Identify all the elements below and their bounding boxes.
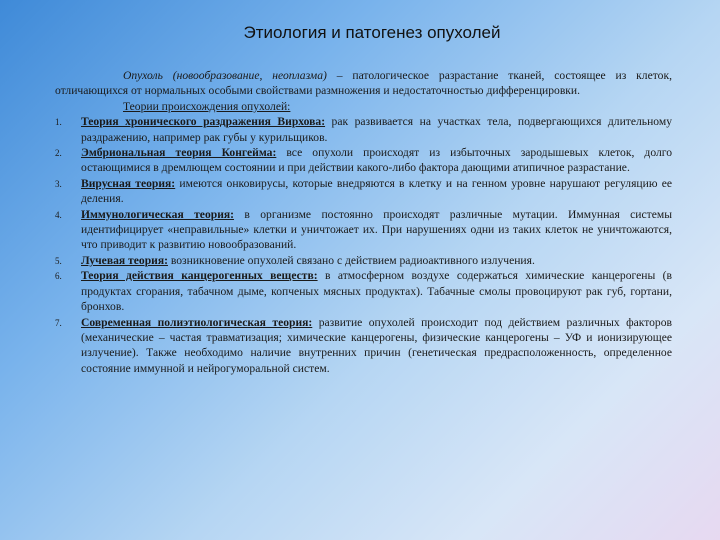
theory-text: имеются онковирусы, которые внедряются в клетку и на генном уровне нарушают регуляцию ее деления. [81,176,673,206]
theory-number: 4. [55,209,62,220]
theory-item [55,176,672,207]
theories-heading: Теории происхождения опухолей: [123,99,291,113]
theory-item [55,145,672,176]
intro-term: Опухоль (новообразование, неоплазма) [123,69,327,82]
theory-text: развитие опухолей происходит под действием различных факторов (механические – частая травматизация; химические канцерогены, физические канцерогены – УФ и ионизирующее излучение). Также необходимо наличие внутренних причин (генетическая предрасположенность, определенное состояние иммунной и нейрогуморальной систем. [81,315,672,375]
theory-item [55,207,672,253]
intro-definition: – патологическое разрастание тканей, состоящее из клеток, отличающихся от нормальных особыми свойствами размножения и недостаточностью дифференцировки. [55,69,672,98]
theory-text: в атмосферном воздухе содержаться химические канцерогены (в продуктах сгорания, табачном дыме, копченых мясных продуктах). Табачные смолы провоцируют рак губ, гортани, бронхов. [81,269,672,314]
theory-name: Современная полиэтиологическая теория: [81,315,313,329]
theory-text: все опухоли происходят из избыточных зародышевых клеток, долго остающимися в дремлющем состоянии и при действии какого-либо фактора дающими атипичное разрастание. [81,146,673,175]
theory-name: Вирусная теория: [81,176,176,190]
theory-name: Иммунологическая теория: [81,207,235,221]
intro-paragraph [55,68,672,99]
theory-name: Теория хронического раздражения Вирхова: [81,115,326,129]
theory-number: 6. [55,271,62,282]
theory-name: Теория действия канцерогенных веществ: [81,269,318,283]
theory-name: Эмбриональная теория Конгейма: [81,146,277,160]
theory-item [55,315,672,377]
theory-text: возникновение опухолей связано с действием радиоактивного излучения. [167,253,535,267]
theory-name: Лучевая теория: [81,253,168,267]
theory-item [55,253,672,268]
theory-number: 7. [55,317,62,328]
slide-content [55,68,672,376]
slide-title: Этиология и патогенез опухолей [243,23,501,42]
theories-list [55,114,672,376]
theory-number: 3. [55,178,62,189]
theory-number: 2. [55,148,62,159]
theory-item [55,268,672,314]
theory-number: 1. [55,117,62,128]
theory-number: 5. [55,255,62,266]
theory-item [55,114,672,145]
theory-text: в организме постоянно происходят различные мутации. Иммунная системы идентифицирует «неправильные» клетки и уничтожает их. При нарушениях одни из таких клеток не уничтожаются, что приводит к развитию новообразований. [81,207,672,252]
theory-text: рак развивается на участках тела, подвергающихся длительному раздражению, например рак губы у курильщиков. [81,115,672,144]
